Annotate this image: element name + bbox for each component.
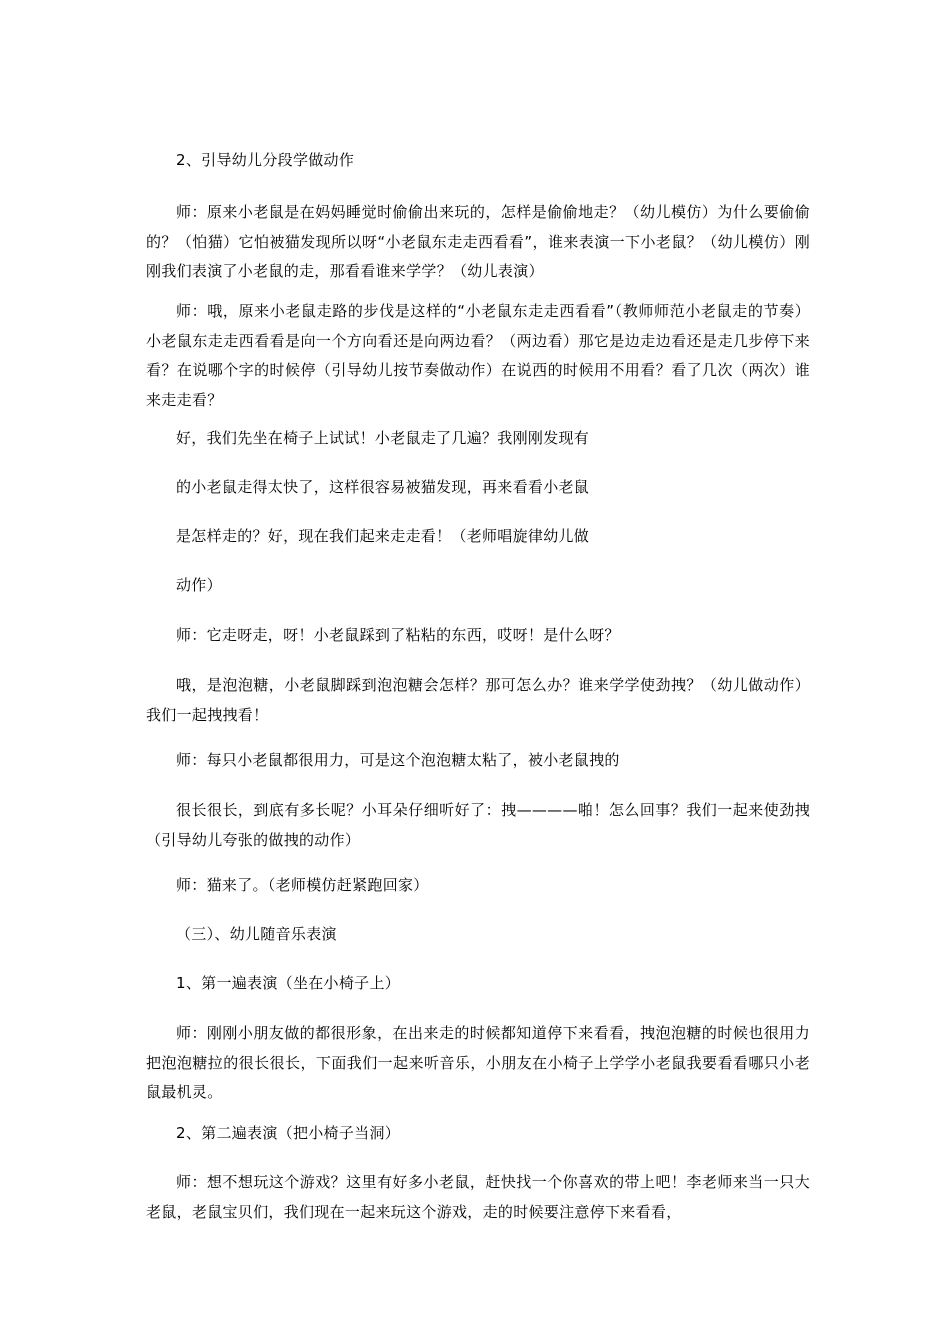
heading-step-1: 1、第一遍表演（坐在小椅子上）: [176, 974, 401, 992]
heading-step-2-performance: 2、第二遍表演（把小椅子当洞）: [176, 1124, 401, 1142]
paragraph: 的小老鼠走得太快了，这样很容易被猫发现，再来看看小老鼠: [176, 478, 590, 496]
section-heading: （三）、幼儿随音乐表演: [176, 925, 337, 943]
paragraph: 师：每只小老鼠都很用力，可是这个泡泡糖太粘了，被小老鼠拽的: [176, 751, 620, 769]
paragraph: 师：原来小老鼠是在妈妈睡觉时偷偷出来玩的，怎样是偷偷地走？（幼儿模仿）为什么要偷偷的？（怕猫）它怕被猫发现所以呀“小老鼠东走走西看看”，谁来表演一下小老鼠？（幼儿模仿）刚刚我们表演了小老鼠的走，那看看谁来学学？（幼儿表演）: [146, 203, 810, 280]
heading-step-2: 2、引导幼儿分段学做动作: [176, 151, 355, 169]
paragraph: 动作）: [176, 576, 222, 594]
paragraph: 师：刚刚小朋友做的都很形象，在出来走的时候都知道停下来看看，拽泡泡糖的时候也很用力把泡泡糖拉的很长很长，下面我们一起来听音乐，小朋友在小椅子上学学小老鼠我要看看哪只小老鼠最机灵。: [146, 1024, 810, 1101]
paragraph: 师：它走呀走，呀！小老鼠踩到了粘粘的东西，哎呀！是什么呀？: [176, 626, 620, 644]
paragraph: 师：想不想玩这个游戏？这里有好多小老鼠，赶快找一个你喜欢的带上吧！李老师来当一只大老鼠，老鼠宝贝们，我们现在一起来玩这个游戏，走的时候要注意停下来看看，: [146, 1173, 810, 1221]
paragraph: 好，我们先坐在椅子上试试！小老鼠走了几遍？我刚刚发现有: [176, 429, 590, 447]
paragraph: 师：哦，原来小老鼠走路的步伐是这样的“小老鼠东走走西看看”（教师师范小老鼠走的节奏）小老鼠东走走西看看是向一个方向看还是向两边看？（两边看）那它是边走边看还是走几步停下来看？在说哪个字的时候停（引导幼儿按节奏做动作）在说西的时候用不用看？看了几次（两次）谁来走走看？: [146, 302, 810, 409]
paragraph: 是怎样走的？好，现在我们起来走走看！（老师唱旋律幼儿做: [176, 527, 590, 545]
paragraph: 哦，是泡泡糖，小老鼠脚踩到泡泡糖会怎样？那可怎么办？谁来学学使劲拽？（幼儿做动作）我们一起拽拽看！: [146, 676, 810, 724]
paragraph: 师：猫来了。（老师模仿赶紧跑回家）: [176, 876, 429, 894]
paragraph: 很长很长，到底有多长呢？小耳朵仔细听好了：拽————啪！怎么回事？我们一起来使劲拽（引导幼儿夸张的做拽的动作）: [146, 801, 810, 849]
